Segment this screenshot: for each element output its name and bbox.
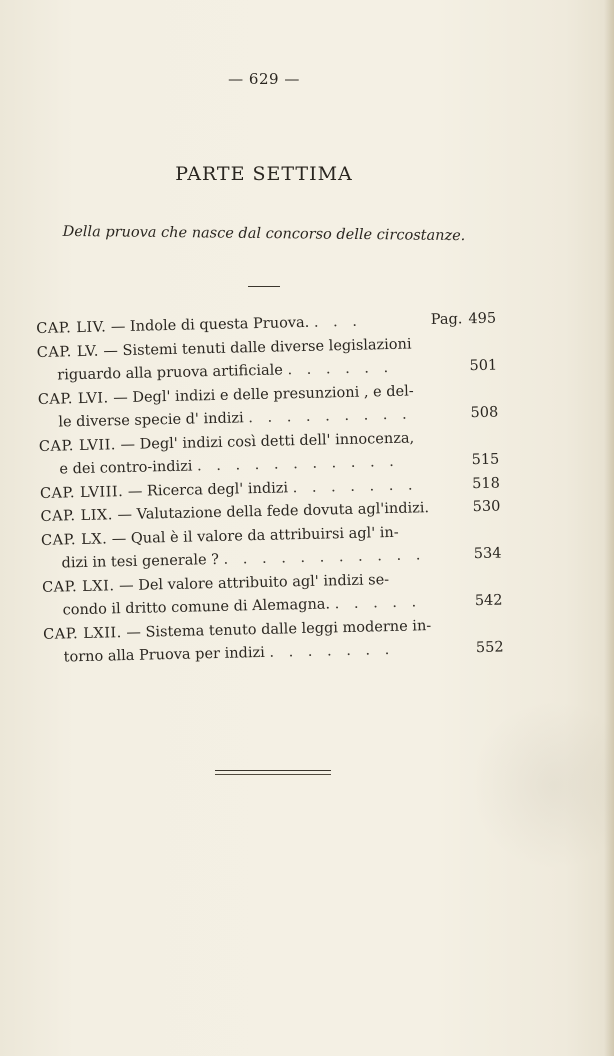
chapter-title-continued: e dei contro-indizi <box>59 458 193 478</box>
chapter-label: CAP. LVII. <box>38 436 117 455</box>
toc-entry-cap-lxii <box>43 613 504 670</box>
part-subtitle: Della pruova che nasce dal concorso delle circostanze. <box>62 223 466 245</box>
chapter-title: — Degl' indizi così detti dell' innocenza, <box>120 429 415 453</box>
table-of-contents <box>36 308 504 671</box>
page-reference: 508 <box>470 404 499 422</box>
ink-bleed-through <box>470 700 610 870</box>
chapter-title-continued: condo il dritto comune di Alemagna. <box>62 596 331 619</box>
chapter-label: CAP. LVIII. <box>39 483 124 502</box>
dot-leader: . . . . . . . . . <box>248 406 412 427</box>
section-divider <box>248 286 280 287</box>
page-edge <box>604 0 614 1056</box>
page-reference: 501 <box>469 357 498 375</box>
chapter-label: CAP. LIV. <box>36 319 107 337</box>
part-title: PARTE SETTIMA <box>175 163 353 185</box>
closing-rule-thin <box>215 774 331 775</box>
dot-leader: . . . . . . <box>287 359 394 379</box>
chapter-title-continued: riguardo alla pruova artificiale <box>57 362 284 384</box>
chapter-title: — Valutazione della fede dovuta agl'indizi. <box>117 500 430 524</box>
chapter-title: — Qual è il valore da attribuirsi agl' in- <box>111 524 399 547</box>
page-reference: 542 <box>474 592 503 610</box>
chapter-title: — Indole di questa Pruova. <box>110 314 310 336</box>
dot-leader: . . . <box>313 313 363 331</box>
chapter-title: — Del valore attribuito agl' indizi se- <box>118 571 390 594</box>
chapter-title-continued: le diverse specie d' indizi <box>58 410 244 431</box>
page-reference: 534 <box>473 545 502 563</box>
dot-leader: . . . . . . . <box>292 476 418 496</box>
chapter-title: — Sistema tenuto dalle leggi moderne in- <box>126 617 432 641</box>
page-reference: 495 <box>468 310 497 328</box>
page-number: — 629 — <box>228 70 300 88</box>
chapter-title: — Ricerca degl' indizi <box>127 479 289 500</box>
chapter-title: — Degl' indizi e delle presunzioni , e del- <box>113 382 414 406</box>
page-prefix: Pag. <box>430 311 463 329</box>
page-reference: 530 <box>472 498 501 516</box>
chapter-title: — Sistemi tenuti dalle diverse legislazioni <box>103 335 412 359</box>
dot-leader: . . . . . . . <box>269 641 395 661</box>
page-reference: 515 <box>471 451 500 469</box>
chapter-label: CAP. LIX. <box>40 507 114 525</box>
page-reference: 518 <box>472 475 501 492</box>
page-reference: 552 <box>475 639 504 657</box>
chapter-label: CAP. LV. <box>36 343 100 361</box>
closing-rule <box>215 770 331 771</box>
dot-leader: . . . . . . . . . . . <box>196 453 400 475</box>
dot-leader: . . . . . <box>334 594 422 613</box>
chapter-label: CAP. LXII. <box>42 624 122 643</box>
chapter-title-continued: dizi in tesi generale ? <box>61 551 220 572</box>
chapter-label: CAP. LXI. <box>41 577 115 596</box>
dot-leader: . . . . . . . . . . . <box>223 547 426 568</box>
chapter-label: CAP. LVI. <box>37 389 109 408</box>
chapter-title-continued: torno alla Pruova per indizi <box>63 644 265 666</box>
chapter-label: CAP. LX. <box>40 530 108 549</box>
